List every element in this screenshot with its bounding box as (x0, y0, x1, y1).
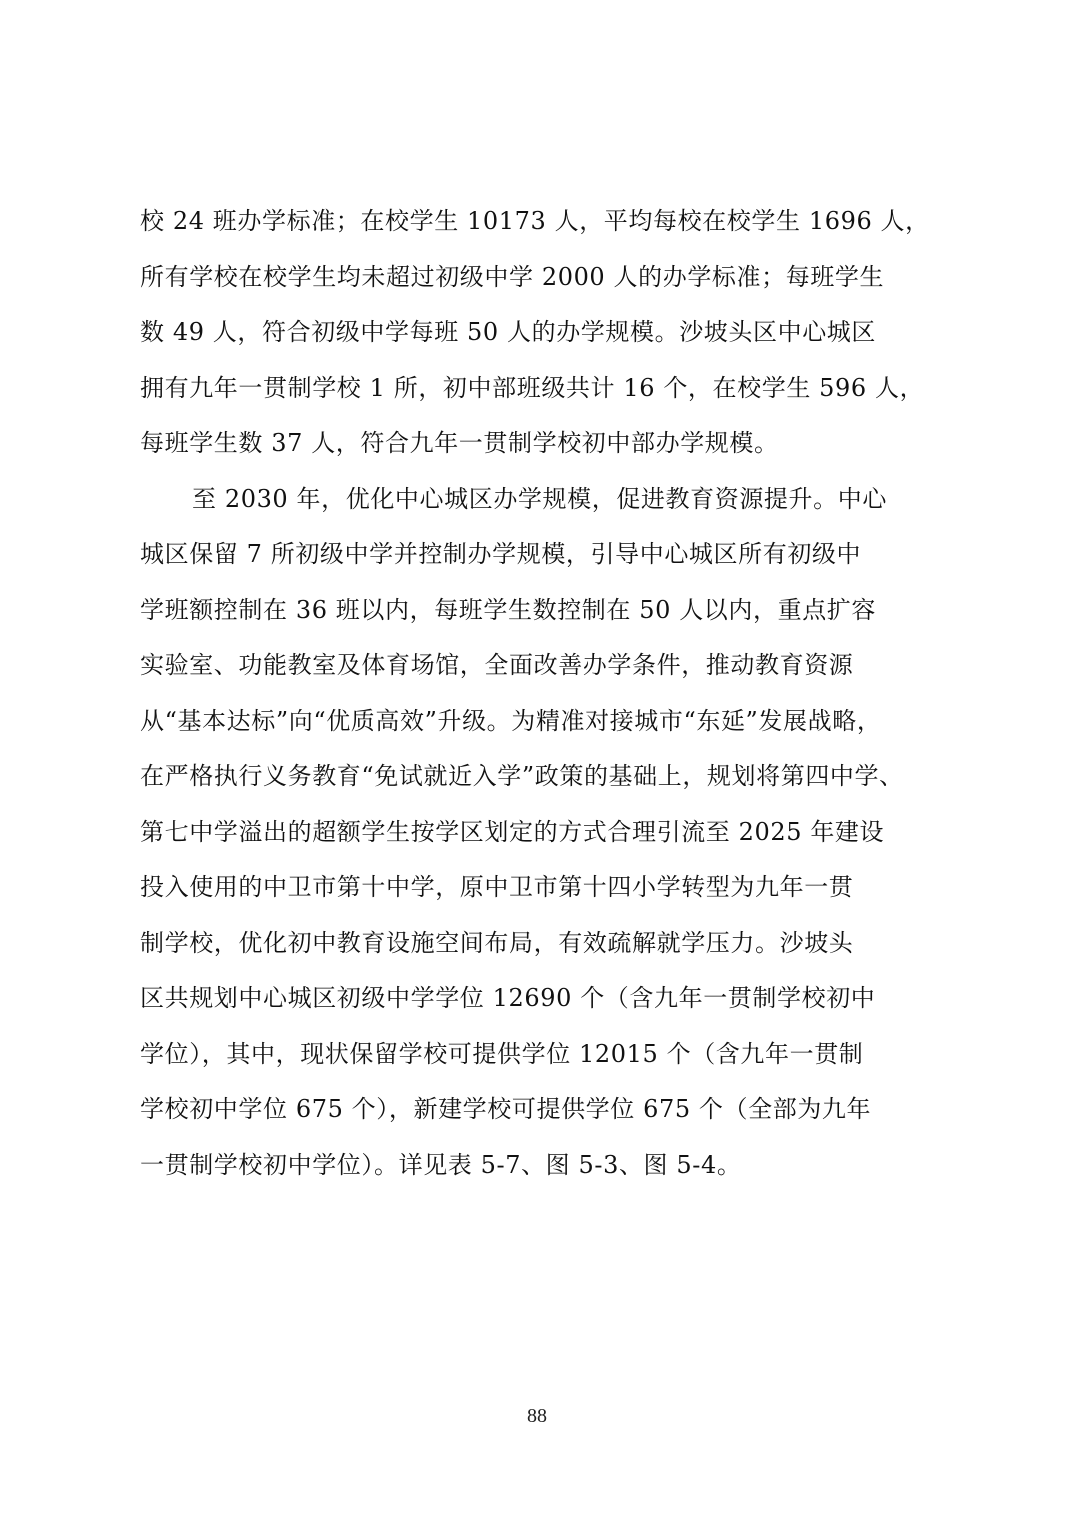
text-line: 学班额控制在 36 班以内，每班学生数控制在 50 人以内，重点扩容 (140, 595, 876, 624)
paragraph-2 (140, 472, 940, 1194)
text-line-indented: 至 2030 年，优化中心城区办学规模，促进教育资源提升。中心 (192, 484, 887, 513)
text-line: 从“基本达标”向“优质高效”升级。为精准对接城市“东延”发展战略， (140, 706, 882, 735)
text-line: 投入使用的中卫市第十中学，原中卫市第十四小学转型为九年一贯 (140, 873, 854, 901)
text-line: 每班学生数 37 人，符合九年一贯制学校初中部办学规模。 (140, 429, 779, 457)
text-line: 制学校，优化初中教育设施空间布局，有效疏解就学压力。沙坡头 (140, 928, 854, 957)
text-line: 所有学校在校学生均未超过初级中学 2000 人的办学标准；每班学生 (140, 262, 885, 291)
body-text (140, 194, 940, 1193)
text-line: 校 24 班办学标准；在校学生 10173 人，平均每校在校学生 1696 人， (140, 207, 930, 235)
text-line: 城区保留 7 所初级中学并控制办学规模，引导中心城区所有初级中 (140, 540, 862, 568)
text-line: 一贯制学校初中学位）。详见表 5-7、图 5-3、图 5-4。 (140, 1150, 742, 1179)
text-line: 在严格执行义务教育“免试就近入学”政策的基础上，规划将第四中学、 (140, 762, 904, 790)
text-line: 第七中学溢出的超额学生按学区划定的方式合理引流至 2025 年建设 (140, 817, 885, 846)
text-line: 学位），其中，现状保留学校可提供学位 12015 个（含九年一贯制 (140, 1039, 864, 1068)
text-line: 拥有九年一贯制学校 1 所，初中部班级共计 16 个，在校学生 596 人， (140, 373, 925, 402)
page-number: 88 (527, 1405, 547, 1427)
text-line: 区共规划中心城区初级中学学位 12690 个（含九年一贯制学校初中 (140, 984, 876, 1012)
text-line: 实验室、功能教室及体育场馆，全面改善办学条件，推动教育资源 (140, 651, 854, 679)
text-line: 学校初中学位 675 个），新建学校可提供学位 675 个（全部为九年 (140, 1095, 872, 1123)
text-line: 数 49 人，符合初级中学每班 50 人的办学规模。沙坡头区中心城区 (140, 318, 876, 346)
paragraph-1 (140, 194, 940, 472)
